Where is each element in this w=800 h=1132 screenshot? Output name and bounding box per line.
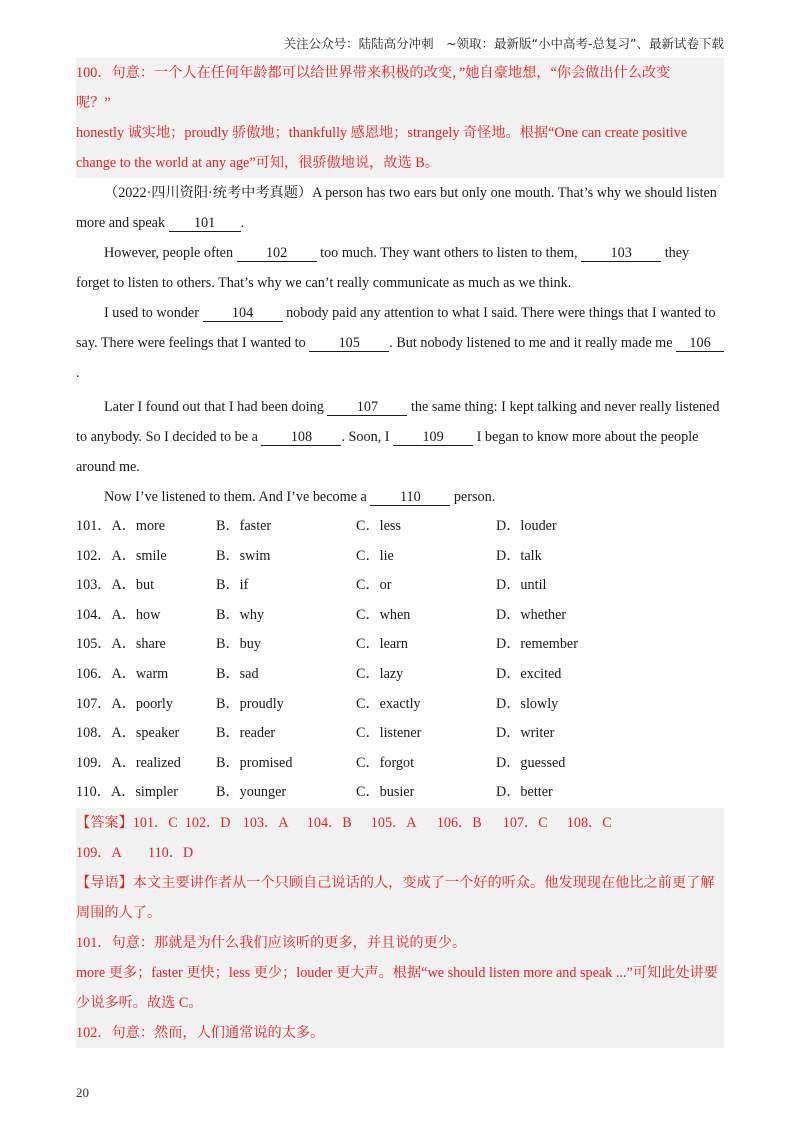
option-d: D．louder (496, 518, 557, 534)
passage-line: . (76, 365, 80, 381)
answer-item: 106．B (436, 814, 482, 831)
passage-line (76, 298, 724, 328)
explain-line: 100．句意：一个人在任何年龄都可以给世界带来积极的改变，”她自豪地想，“你会做出什么改变 (76, 65, 671, 81)
guide-line: 周围的人了。 (76, 904, 162, 921)
passage-text: Later I found out that I had been doing (104, 399, 328, 415)
explain-line: honestly 诚实地；proudly 骄傲地；thankfully 感恩地；strangely 奇怪地。根据“One can create positive (76, 125, 688, 141)
answer-line (76, 808, 724, 838)
option-a: 102．A．smile (76, 547, 167, 564)
option-a: 108．A．speaker (76, 725, 180, 742)
option-c: C．exactly (356, 695, 421, 712)
option-b: B．younger (216, 784, 287, 801)
option-a: 103．A．but (76, 577, 155, 594)
option-d: D．better (496, 784, 553, 801)
option-b: B．promised (216, 754, 293, 771)
passage-text: Now I’ve listened to them. And I’ve become a (104, 489, 371, 505)
passage-text: . Soon, I (341, 429, 394, 445)
explain-line: 101．句意：那就是为什么我们应该听的更多，并且说的更少。 (76, 934, 467, 951)
blank-107: 107 (327, 399, 407, 416)
answer-item: 105．A (370, 814, 417, 831)
option-b: B．reader (216, 725, 276, 742)
option-c: C．forgot (356, 754, 415, 771)
explain-line: more 更多；faster 更快；less 更少；louder 更大声。根据“we should listen more and speak ...”可知此处讲要 (76, 964, 718, 981)
page-number: 20 (76, 1085, 89, 1100)
blank-104: 104 (203, 305, 283, 322)
answer-item: 108．C (566, 814, 612, 831)
answer-item: 101．C (132, 814, 178, 831)
question-options-105 (76, 630, 724, 660)
question-options-108 (76, 719, 724, 749)
option-b: B．sad (216, 665, 259, 682)
question-options-101 (76, 512, 724, 542)
blank-108: 108 (261, 429, 341, 446)
blank-101: 101 (169, 215, 241, 232)
blank-105: 105 (309, 335, 389, 352)
answer-section (76, 808, 724, 1048)
option-d: D．excited (496, 665, 562, 682)
question-options-107 (76, 690, 724, 720)
option-c: C．lie (356, 547, 394, 564)
option-d: D．remember (496, 636, 578, 653)
explain-line: change to the world at any age”可知，很骄傲地说，故选 B。 (76, 155, 439, 171)
option-d: D．writer (496, 725, 555, 742)
passage-text: person. (450, 489, 496, 505)
answer-label: 【答案】 (76, 814, 133, 831)
passage-text: nobody paid any attention to what I said. There were things that I wanted to (282, 305, 716, 321)
passage-text: However, people often (104, 245, 237, 261)
option-a: 110．A．simpler (76, 784, 178, 801)
option-a: 106．A．warm (76, 665, 169, 682)
passage-text: to anybody. So I decided to be a (76, 429, 262, 445)
blank-106: 106 (676, 335, 724, 352)
option-a: 104．A．how (76, 606, 161, 623)
option-a: 109．A．realized (76, 754, 181, 771)
passage-line: around me. (76, 459, 140, 475)
passage-line (76, 328, 724, 358)
answer-item: 104．B (306, 814, 352, 831)
passage-text: . (240, 215, 245, 231)
option-b: B．swim (216, 547, 271, 564)
passage-line (76, 238, 724, 268)
option-d: D．guessed (496, 754, 566, 771)
passage-text: I began to know more about the people (473, 429, 699, 445)
blank-109: 109 (393, 429, 473, 446)
passage-line (76, 422, 724, 452)
passage-line (76, 392, 724, 422)
option-d: D．slowly (496, 695, 559, 712)
option-b: B．if (216, 577, 249, 594)
blank-103: 103 (581, 245, 661, 262)
passage-line: （2022·四川资阳·统考中考真题）A person has two ears but only one mouth. That’s why we should listen (104, 185, 717, 201)
question-options-102 (76, 542, 724, 572)
option-c: C．busier (356, 784, 415, 801)
option-b: B．why (216, 606, 265, 623)
option-b: B．buy (216, 636, 261, 653)
explain-line: 呢？” (76, 95, 111, 111)
question-options-106 (76, 660, 724, 690)
question-options-104 (76, 601, 724, 631)
page-content (76, 58, 724, 1048)
answer-item: 110．D (148, 844, 194, 861)
answer-item: 107．C (502, 814, 548, 831)
option-c: C．when (356, 606, 411, 623)
explain-line: 102．句意：然而，人们通常说的太多。 (76, 1024, 325, 1041)
explain-line: 少说多听。故选 C。 (76, 994, 203, 1011)
option-d: D．until (496, 577, 547, 594)
page-header: 关注公众号：陆陆高分冲刺 ~领取：最新版“小中高考-总复习”、最新试卷下载 (283, 36, 724, 51)
blank-110: 110 (370, 489, 450, 506)
option-c: C．listener (356, 725, 422, 742)
option-a: 101．A．more (76, 518, 166, 534)
option-b: B．faster (216, 518, 272, 534)
option-b: B．proudly (216, 695, 284, 712)
option-c: C．less (356, 518, 401, 534)
passage-line (76, 482, 724, 512)
options-list (76, 512, 724, 808)
answer-item: 103．A (242, 814, 289, 831)
blank-102: 102 (237, 245, 317, 262)
passage (76, 178, 724, 512)
guide-line: 【导语】本文主要讲作者从一个只顾自己说话的人，变成了一个好的听众。他发现现在他比之前更了解 (76, 874, 715, 891)
option-d: D．whether (496, 606, 567, 623)
passage-text: . But nobody listened to me and it really made me (389, 335, 677, 351)
passage-text: I used to wonder (104, 305, 203, 321)
option-a: 105．A．share (76, 636, 166, 653)
passage-text: say. There were feelings that I wanted to (76, 335, 310, 351)
passage-text: too much. They want others to listen to them, (316, 245, 582, 261)
previous-explanation (76, 58, 724, 178)
option-c: C．lazy (356, 665, 404, 682)
question-options-110 (76, 778, 724, 808)
answer-item: 102．D (184, 814, 231, 831)
question-options-103 (76, 571, 724, 601)
answer-item: 109．A (76, 844, 122, 861)
passage-line: forget to listen to others. That’s why we can’t really communicate as much as we think. (76, 275, 572, 291)
passage-text: the same thing: I kept talking and never really listened (407, 399, 720, 415)
passage-line (76, 208, 724, 238)
option-c: C．or (356, 577, 392, 594)
option-c: C．learn (356, 636, 409, 653)
question-options-109 (76, 749, 724, 779)
option-d: D．talk (496, 547, 542, 564)
option-a: 107．A．poorly (76, 695, 173, 712)
passage-text: more and speak (76, 215, 169, 231)
answer-line (76, 838, 724, 868)
passage-text: they (661, 245, 690, 261)
